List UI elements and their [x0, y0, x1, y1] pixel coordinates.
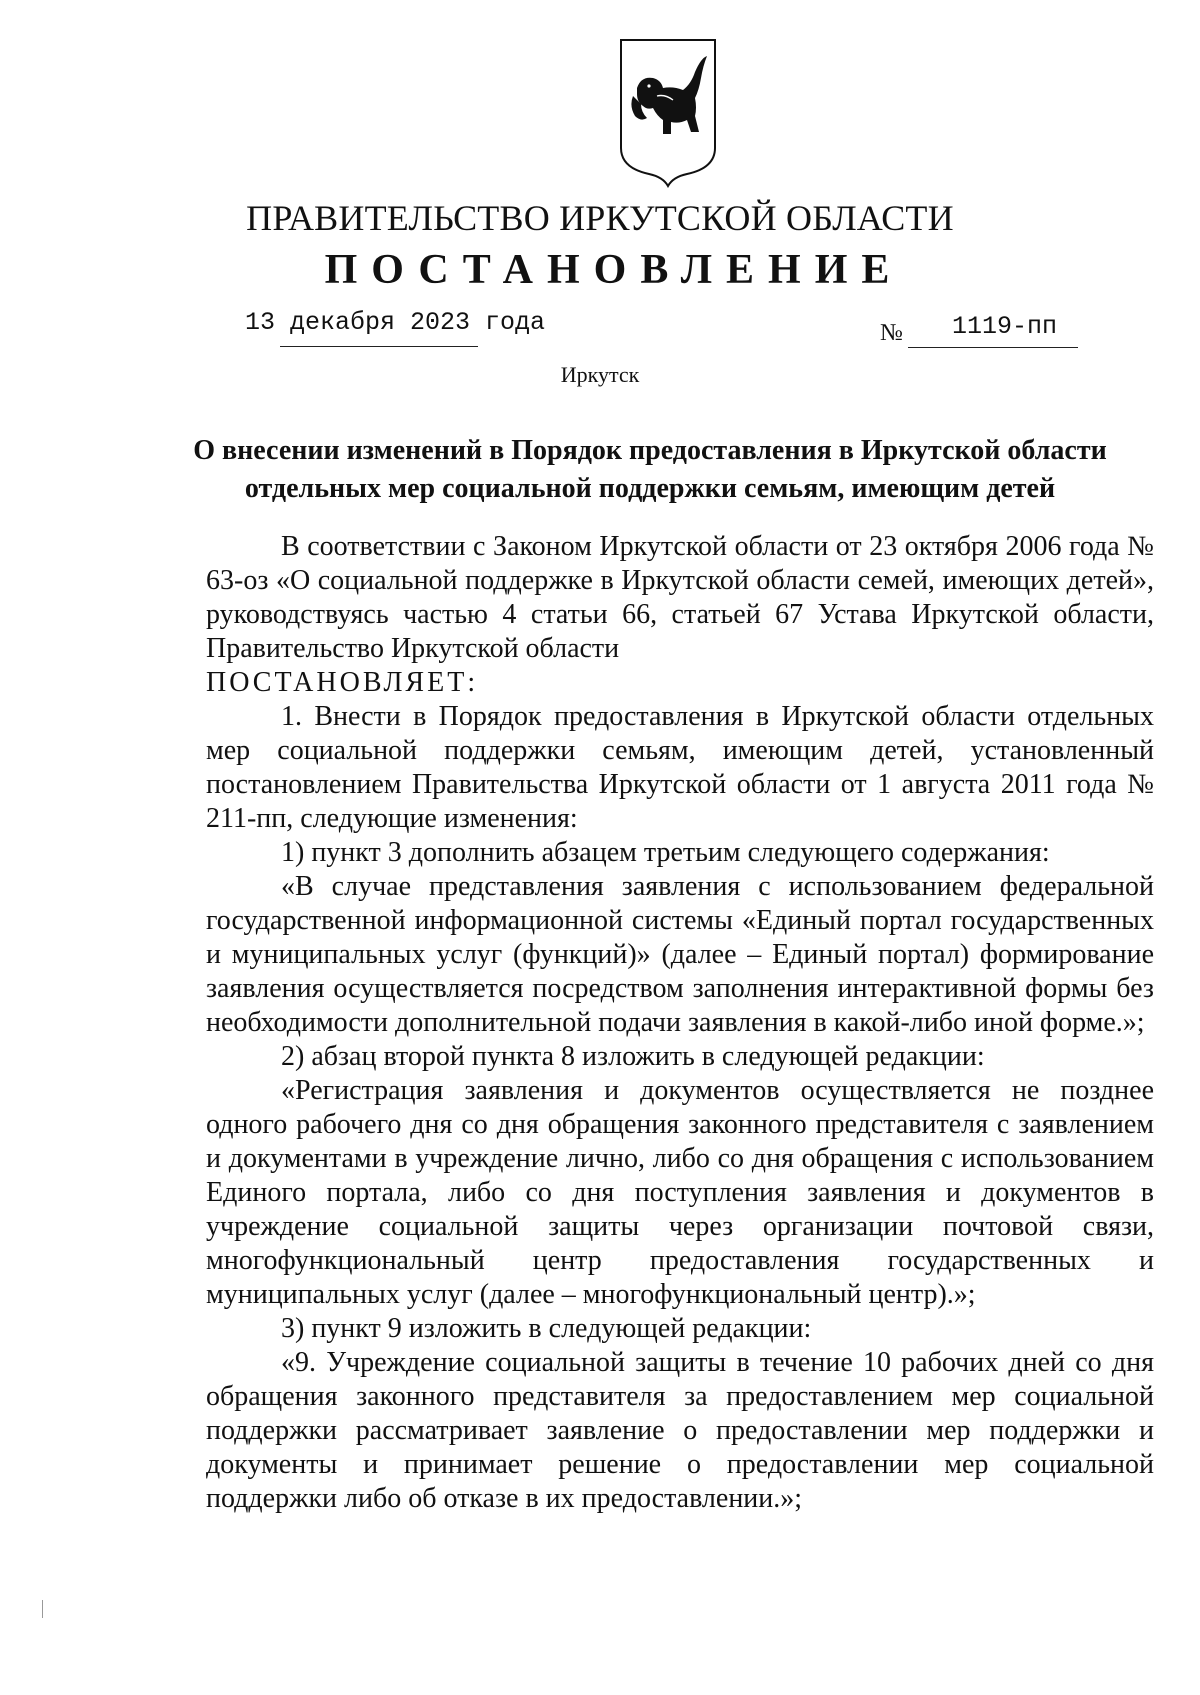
document-title-line-2: отдельных мер социальной поддержки семьям, имеющим детей [244, 473, 1056, 504]
city: Иркутск [560, 362, 640, 387]
paragraph-2: 1) пункт 3 дополнить абзацем третьим следующего содержания: [281, 837, 1050, 868]
document-body [206, 530, 1154, 1516]
scan-margin-mark [42, 1600, 43, 1618]
document-title [150, 432, 1150, 508]
coat-of-arms-icon [617, 36, 719, 188]
decree-word: ПОСТАНОВЛЯЕТ: [206, 667, 479, 698]
number-sign: № [880, 320, 903, 346]
document-title-line-1: О внесении изменений в Порядок предоставления в Иркутской области [193, 435, 1107, 466]
preamble-paragraph: В соответствии с Законом Иркутской области от 23 октября 2006 года № 63-оз «О социальной поддержке в Иркутской области семей, имеющих детей», руководствуясь частью 4 статьи 66, статьей 67 Устава Иркутской области, Правительство Иркутской области [206, 531, 1154, 664]
paragraph-7: «9. Учреждение социальной защиты в течение 10 рабочих дней со дня обращения законного представителя за предоставлением мер социальной поддержки рассматривает заявление о предоставлении мер поддержки и документы и принимает решение о предоставлении мер социальной поддержки либо об отказе в их предоставлении.»; [206, 1347, 1154, 1514]
paragraph-5: «Регистрация заявления и документов осуществляется не позднее одного рабочего дня со дня обращения законного представителя с заявлением и документами в учреждение лично, либо со дня обращения с использованием Единого портала, либо со дня поступления заявления и документов в учреждение социальной защиты через организации почтовой связи, многофункциональный центр предоставления государственных и муниципальных услуг (далее – многофункциональный центр).»; [206, 1075, 1154, 1310]
paragraph-6: 3) пункт 9 изложить в следующей редакции: [281, 1313, 812, 1344]
paragraph-3: «В случае представления заявления с использованием федеральной государственной информационной системы «Единый портал государственных и муниципальных услуг (функций)» (далее – Единый портал) формирование заявления осуществляется посредством заполнения интерактивной формы без необходимости дополнительной подачи заявления в какой-либо иной форме.»; [206, 871, 1154, 1038]
document-type: ПОСТАНОВЛЕНИЕ [324, 247, 904, 293]
paragraph-1: 1. Внести в Порядок предоставления в Иркутской области отдельных мер социальной поддержки семьям, имеющим детей, установленный постановлением Правительства Иркутской области от 1 августа 2011 года № 211-пп, следующие изменения: [206, 701, 1154, 834]
paragraph-4: 2) абзац второй пункта 8 изложить в следующей редакции: [281, 1041, 985, 1072]
date-underline [280, 346, 478, 347]
document-date: 13 декабря 2023 года [245, 308, 546, 337]
document-number: 1119-пп [952, 312, 1058, 341]
government-name: ПРАВИТЕЛЬСТВО ИРКУТСКОЙ ОБЛАСТИ [246, 198, 954, 238]
number-underline [908, 347, 1078, 348]
